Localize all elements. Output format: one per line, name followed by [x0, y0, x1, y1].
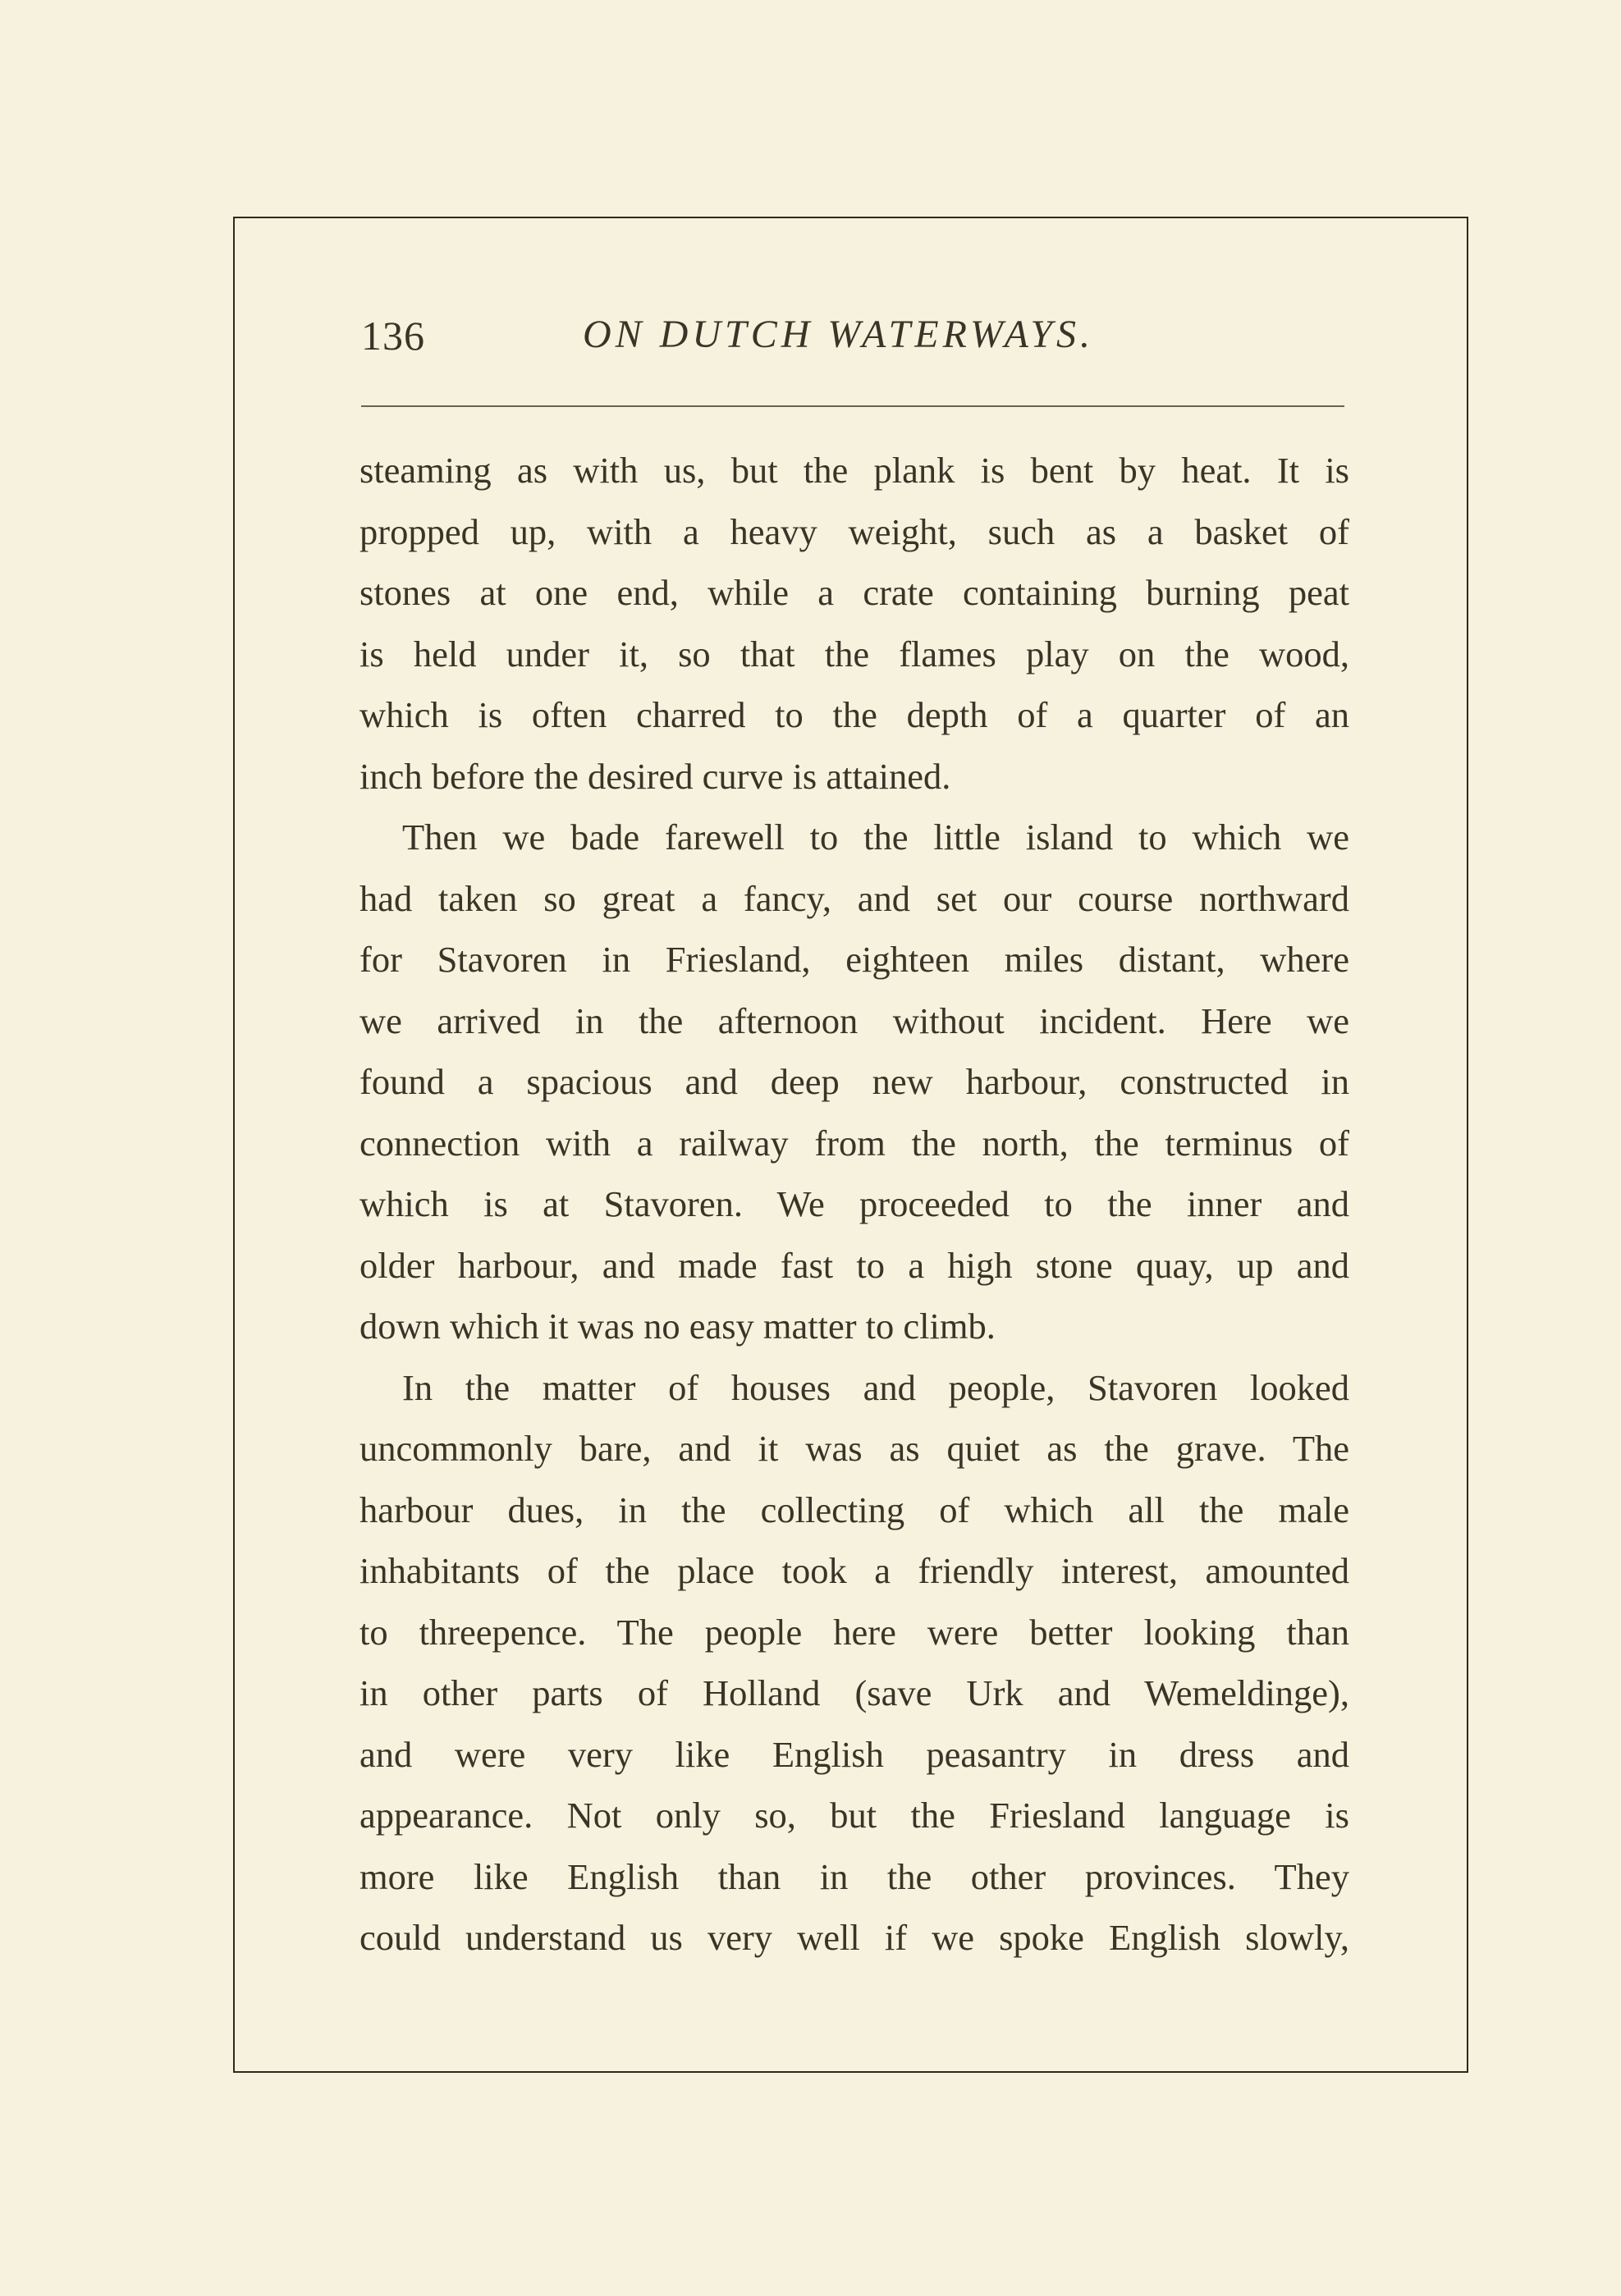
text-line: inch before the desired curve is attained. [359, 755, 951, 797]
page-number: 136 [361, 313, 425, 359]
text-line: in other parts of Holland (save Urk and Wemeldinge), [359, 1672, 1349, 1713]
text-line: In the matter of houses and people, Stavoren looked [402, 1366, 1349, 1408]
text-line: more like English than in the other provinces. They [359, 1855, 1349, 1897]
text-line: propped up, with a heavy weight, such as a basket of [359, 510, 1349, 552]
text-line: steaming as with us, but the plank is bent by heat. It is [359, 450, 1349, 491]
text-line: older harbour, and made fast to a high stone quay, up and [359, 1244, 1349, 1286]
page-header [361, 312, 1346, 377]
text-line: and were very like English peasantry in dress and [359, 1733, 1349, 1775]
text-line: Then we bade farewell to the little island to which we [402, 816, 1349, 858]
text-line: which is at Stavoren. We proceeded to the inner and [359, 1183, 1349, 1224]
text-line: for Stavoren in Friesland, eighteen miles distant, where [359, 939, 1349, 980]
text-line: we arrived in the afternoon without incident. Here we [359, 999, 1349, 1041]
text-line: harbour dues, in the collecting of which all the male [359, 1489, 1349, 1530]
text-line: uncommonly bare, and it was as quiet as the grave. The [359, 1428, 1349, 1469]
body-text [359, 440, 1349, 1969]
text-line: inhabitants of the place took a friendly interest, amounted [359, 1550, 1349, 1591]
running-title: ON DUTCH WATERWAYS. [583, 313, 1095, 356]
text-line: had taken so great a fancy, and set our course northward [359, 877, 1349, 919]
text-line: found a spacious and deep new harbour, constructed in [359, 1061, 1349, 1102]
text-line: which is often charred to the depth of a quarter of an [359, 694, 1349, 735]
text-line: stones at one end, while a crate containing burning peat [359, 572, 1349, 613]
header-rule [361, 405, 1344, 407]
text-line: could understand us very well if we spoke English slowly, [359, 1917, 1349, 1958]
text-line: appearance. Not only so, but the Friesland language is [359, 1795, 1349, 1836]
text-line: is held under it, so that the flames play on the wood, [359, 633, 1349, 675]
text-line: connection with a railway from the north, the terminus of [359, 1122, 1349, 1164]
text-line: down which it was no easy matter to climb. [359, 1306, 996, 1347]
text-line: to threepence. The people here were better looking than [359, 1611, 1349, 1653]
